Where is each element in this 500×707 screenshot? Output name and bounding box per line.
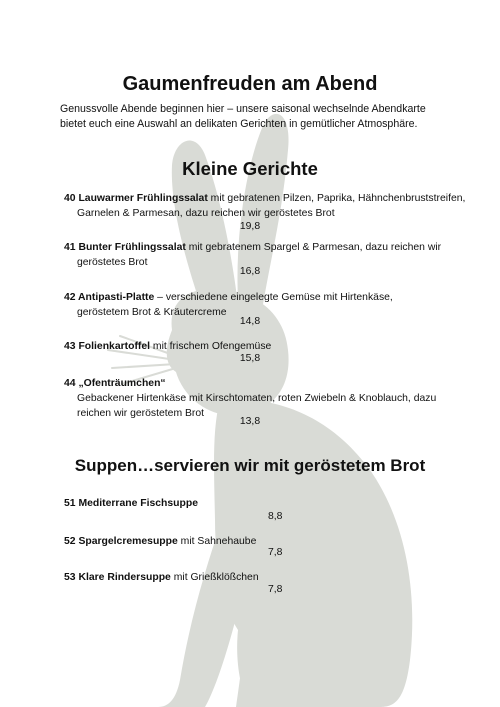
item-price: 7,8	[268, 584, 283, 595]
item-description: mit Sahnehaube	[177, 536, 257, 547]
item-name: 53 Klare Rindersuppe	[64, 572, 171, 583]
item-price: 8,8	[268, 511, 283, 522]
section-heading-soups: Suppen…servieren wir mit geröstetem Brot	[74, 456, 426, 475]
item-price: 19,8	[239, 221, 261, 232]
menu-item	[64, 191, 474, 221]
item-name: 44 „Ofenträumchen“	[64, 378, 166, 389]
item-name: 42 Antipasti-Platte	[64, 292, 155, 303]
intro-line: bietet euch eine Auswahl an delikaten Gerichten in gemütlicher Atmosphäre.	[60, 118, 418, 130]
item-description: mit gebratenem Spargel & Parmesan, dazu reichen wir	[185, 242, 442, 253]
item-description-cont: Garnelen & Parmesan, dazu reichen wir geröstetes Brot	[77, 208, 335, 219]
menu-item	[64, 570, 474, 585]
item-name: 51 Mediterrane Fischsuppe	[64, 498, 198, 509]
intro-text	[60, 102, 460, 132]
item-description-cont: Gebackener Hirtenkäse mit Kirschtomaten, roten Zwiebeln & Knoblauch, dazu	[77, 393, 437, 404]
item-description-cont: geröstetem Brot & Kräutercreme	[77, 307, 227, 318]
section-heading-small-dishes: Kleine Gerichte	[182, 158, 318, 179]
item-description: – verschiedene eingelegte Gemüse mit Hirtenkäse,	[154, 292, 393, 303]
item-description: mit gebratenen Pilzen, Paprika, Hähnchenbruststreifen,	[207, 193, 466, 204]
page-title: Gaumenfreuden am Abend	[122, 73, 378, 95]
item-name: 43 Folienkartoffel	[64, 341, 151, 352]
menu-item	[64, 376, 474, 421]
item-price: 13,8	[239, 416, 261, 427]
menu-item	[64, 339, 474, 354]
intro-line: Genussvolle Abende beginnen hier – unsere saisonal wechselnde Abendkarte	[60, 103, 426, 115]
item-price: 15,8	[239, 353, 261, 364]
item-name: 40 Lauwarmer Frühlingssalat	[64, 193, 208, 204]
item-name: 52 Spargelcremesuppe	[64, 536, 178, 547]
item-price: 14,8	[239, 316, 261, 327]
item-description-cont: reichen wir geröstetem Brot	[77, 408, 205, 419]
item-description: mit frischem Ofengemüse	[150, 341, 272, 352]
item-description: mit Grießklößchen	[170, 572, 259, 583]
item-name: 41 Bunter Frühlingssalat	[64, 242, 186, 253]
item-price: 7,8	[268, 547, 283, 558]
menu-item	[64, 496, 474, 511]
item-price: 16,8	[239, 266, 261, 277]
item-description-cont: geröstetes Brot	[77, 257, 148, 268]
